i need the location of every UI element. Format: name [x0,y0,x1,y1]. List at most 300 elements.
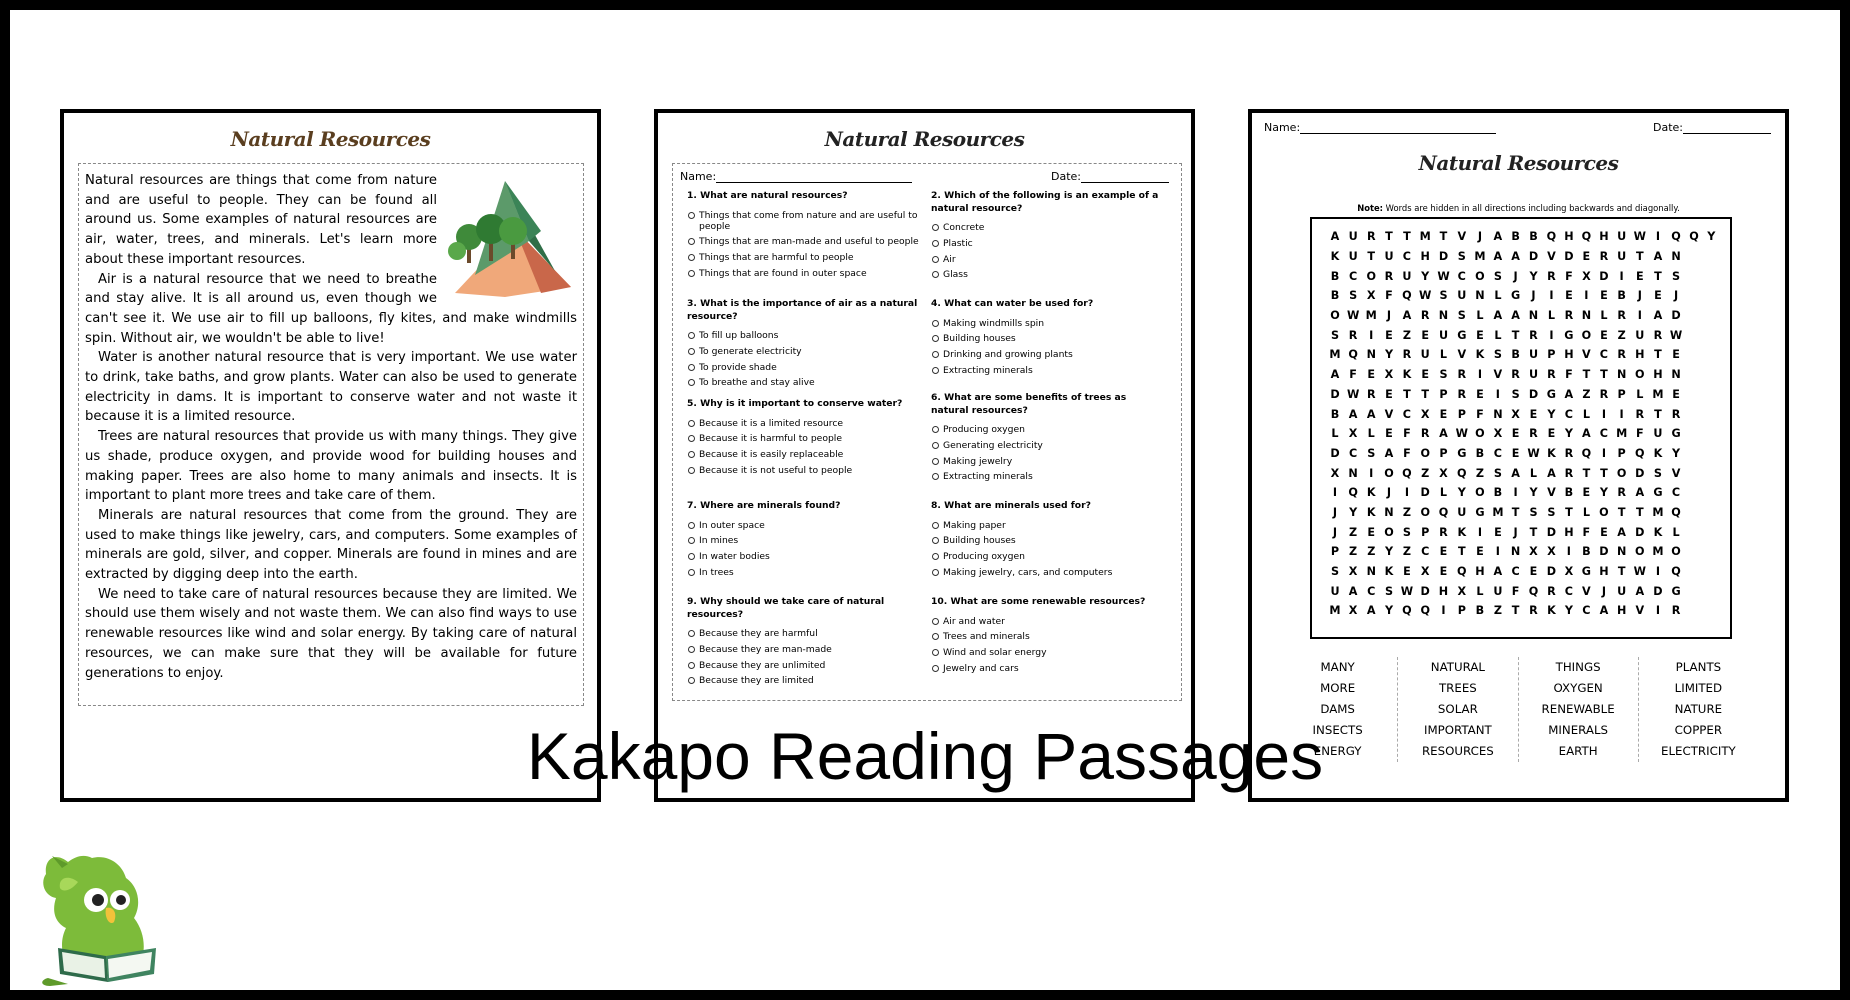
quiz-question [931,298,1166,381]
grid-letter: Q [1402,604,1412,618]
grid-row [1326,562,1720,582]
answer-option: Extracting minerals [931,365,1166,376]
grid-letter: E [1600,289,1608,303]
grid-letter: M [1652,505,1664,519]
grid-letter: R [1564,466,1574,480]
grid-letter: A [1511,309,1520,323]
grid-letter: A [1617,525,1626,539]
grid-letter: T [1617,505,1626,519]
grid-letter: E [1367,368,1376,382]
grid-letter: A [1330,230,1340,244]
grid-letter: E [1529,407,1538,421]
grid-letter: I [1369,328,1374,342]
grid-letter: O [1384,525,1394,539]
grid-row [1326,345,1720,365]
grid-letter: L [1582,407,1590,421]
grid-letter: A [1547,466,1556,480]
grid-letter: O [1581,328,1592,342]
grid-letter: J [1637,289,1642,303]
grid-letter: D [1528,250,1539,264]
grid-letter: Z [1402,545,1411,559]
grid-letter: J [1332,525,1338,539]
grid-letter: Q [1546,230,1557,244]
grid-letter: U [1617,250,1627,264]
grid-letter: Q [1671,565,1681,579]
grid-letter: B [1564,486,1574,500]
grid-letter: I [1513,486,1518,500]
grid-letter: X [1348,604,1358,618]
answer-option: Things that are found in outer space [687,268,922,279]
answer-option: To generate electricity [687,346,922,357]
grid-letter: W [1669,328,1683,342]
date-line [1081,173,1169,183]
grid-letter: I [1549,328,1554,342]
answer-option: Producing oxygen [931,551,1166,562]
grid-letter: L [1494,328,1502,342]
grid-letter: I [1441,604,1446,618]
grid-letter: A [1635,584,1645,598]
grid-letter: I [1332,486,1338,500]
grid-letter: L [1439,348,1448,362]
grid-letter: E [1385,328,1393,342]
question-text: 5. Why is it important to conserve water? [687,398,903,409]
grid-letter: S [1653,466,1662,480]
answer-option: To breathe and stay alive [687,377,922,388]
grid-letter: R [1635,407,1645,421]
grid-letter: T [1421,387,1430,401]
grid-row [1326,325,1720,345]
grid-letter: L [1439,486,1448,500]
hidden-word: NATURAL [1430,660,1485,674]
grid-row [1326,286,1720,306]
grid-letter: Q [1348,348,1358,362]
grid-letter: B [1493,486,1503,500]
grid-letter: L [1494,289,1502,303]
grid-letter: A [1493,309,1503,323]
grid-letter: Y [1529,486,1538,500]
grid-letter: D [1635,466,1645,480]
wordsearch-date-label: Date: [1653,121,1683,134]
hidden-word: ENERGY [1313,744,1362,758]
grid-letter: A [1366,604,1376,618]
grid-letter: U [1457,289,1467,303]
grid-letter: R [1529,328,1538,342]
letter-grid [1310,217,1732,639]
grid-letter: R [1420,427,1430,441]
grid-letter: T [1600,466,1608,480]
quiz-question [687,190,922,284]
grid-letter: M [1492,505,1504,519]
grid-letter: D [1528,387,1539,401]
grid-letter: F [1385,289,1393,303]
hidden-word: THINGS [1555,660,1601,674]
grid-letter: B [1529,230,1538,244]
passage-paragraph: Air is a natural resource that we need to breathe and stay alive. It is all around us, even though we can't see it. We use air to fill up balloons, fly kites, and make windmills spin. Without air, we wouldn't be able to live! [85,271,577,346]
grid-row [1326,227,1720,247]
grid-letter: J [1531,289,1536,303]
grid-letter: D [1599,269,1609,283]
grid-letter: C [1349,269,1358,283]
grid-letter: H [1599,230,1609,244]
grid-letter: G [1653,486,1663,500]
grid-letter: N [1581,309,1592,323]
grid-letter: V [1457,230,1467,244]
wordsearch-title: Natural Resources [1418,151,1619,175]
answer-option: Extracting minerals [931,471,1166,482]
date-line [1683,124,1771,134]
grid-letter: N [1384,505,1394,519]
grid-letter: T [1511,604,1520,618]
grid-letter: U [1528,348,1539,362]
grid-letter: K [1653,525,1663,539]
grid-letter: X [1439,466,1448,480]
passage-text-box [78,163,584,706]
hidden-word: MINERALS [1548,723,1609,737]
grid-letter: I [1495,545,1500,559]
grid-letter: E [1439,565,1448,579]
grid-letter: C [1564,584,1573,598]
grid-letter: T [1654,407,1662,421]
answer-option: Jewelry and cars [931,663,1166,674]
grid-letter: J [1513,525,1518,539]
grid-letter: O [1330,309,1340,323]
grid-letter: E [1511,446,1520,460]
question-text: 4. What can water be used for? [931,298,1094,309]
grid-letter: C [1599,427,1608,441]
grid-letter: P [1547,348,1556,362]
grid-letter: I [1369,466,1374,480]
grid-letter: R [1599,387,1609,401]
hidden-word: TREES [1438,681,1477,695]
grid-letter: U [1653,427,1663,441]
grid-letter: B [1330,289,1340,303]
grid-letter: Q [1348,486,1358,500]
answer-option: Because they are limited [687,675,922,686]
grid-letter: R [1348,328,1358,342]
grid-letter: F [1403,446,1411,460]
answer-option: Plastic [931,238,1166,249]
grid-letter: W [1346,309,1360,323]
grid-letter: P [1617,446,1626,460]
grid-letter: R [1617,309,1626,323]
grid-letter: U [1438,328,1449,342]
grid-letter: V [1493,368,1503,382]
question-text: 7. Where are minerals found? [687,500,841,511]
grid-letter: U [1493,584,1503,598]
hidden-word: ELECTRICITY [1661,744,1736,758]
grid-letter: T [1654,269,1662,283]
grid-letter: L [1529,466,1538,480]
grid-letter: T [1403,387,1411,401]
grid-letter: U [1420,348,1430,362]
grid-letter: L [1672,525,1680,539]
grid-letter: R [1529,427,1538,441]
grid-letter: C [1599,348,1608,362]
grid-letter: X [1348,565,1358,579]
grid-letter: E [1582,250,1591,264]
grid-letter: R [1457,368,1467,382]
grid-letter: K [1384,565,1394,579]
grid-letter: A [1653,309,1663,323]
grid-letter: C [1564,407,1573,421]
answer-option: Generating electricity [931,440,1166,451]
grid-letter: E [1511,427,1520,441]
grid-letter: F [1511,584,1520,598]
grid-letter: O [1599,505,1609,519]
answer-option: Building houses [931,333,1166,344]
quiz-question [931,596,1166,679]
grid-letter: P [1439,387,1448,401]
grid-letter: T [1635,505,1644,519]
grid-letter: R [1420,309,1430,323]
grid-letter: Y [1564,604,1573,618]
grid-letter: Z [1617,328,1626,342]
grid-letter: E [1672,348,1680,362]
grid-letter: C [1493,446,1502,460]
answer-option: Air [931,254,1166,265]
grid-letter: S [1493,269,1502,283]
quiz-question [687,500,922,583]
grid-letter: A [1493,565,1503,579]
grid-letter: Y [1671,446,1681,460]
grid-letter: K [1402,368,1412,382]
grid-letter: O [1616,466,1627,480]
grid-letter: U [1635,328,1645,342]
grid-letter: R [1564,309,1574,323]
grid-letter: Q [1457,466,1467,480]
grid-letter: O [1635,368,1645,382]
hidden-word: MORE [1320,681,1356,695]
grid-letter: Y [1384,545,1394,559]
grid-letter: B [1475,446,1485,460]
answer-option: Making jewelry [931,456,1166,467]
grid-letter: T [1439,230,1448,244]
answer-option: Things that are man-made and useful to people [687,236,922,247]
grid-letter: U [1457,505,1467,519]
grid-letter: R [1439,525,1448,539]
quiz-sheet [654,109,1195,802]
answer-option: In outer space [687,520,922,531]
grid-letter: R [1617,348,1626,362]
grid-letter: L [1600,309,1608,323]
passage-sheet [60,109,601,802]
grid-letter: E [1582,486,1591,500]
grid-letter: T [1511,505,1520,519]
grid-letter: W [1633,565,1646,579]
note-label: Note: [1357,203,1384,213]
grid-letter: T [1600,368,1608,382]
wordsearch-sheet [1248,109,1789,802]
grid-letter: R [1529,604,1538,618]
grid-letter: E [1403,565,1411,579]
grid-letter: B [1582,545,1591,559]
grid-letter: Z [1349,545,1358,559]
grid-letter: N [1510,545,1521,559]
quiz-title: Natural Resources [824,127,1025,151]
grid-letter: L [1367,427,1375,441]
grid-letter: X [1582,269,1591,283]
grid-letter: J [1513,269,1518,283]
question-text: 8. What are minerals used for? [931,500,1091,511]
grid-letter: A [1493,230,1503,244]
answer-option: Because it is not useful to people [687,465,922,476]
answer-option: In water bodies [687,551,922,562]
grid-letter: E [1494,525,1502,539]
grid-letter: M [1652,545,1664,559]
grid-row [1326,503,1720,523]
grid-letter: I [1637,309,1642,323]
quiz-question [687,298,922,393]
grid-letter: N [1671,368,1681,382]
grid-letter: D [1546,525,1557,539]
grid-letter: Y [1384,348,1394,362]
grid-letter: E [1600,525,1608,539]
grid-letter: F [1476,407,1484,421]
grid-letter: H [1616,604,1627,618]
grid-letter: I [1655,565,1660,579]
grid-letter: Q [1457,565,1467,579]
grid-letter: R [1402,348,1412,362]
grid-letter: D [1330,387,1340,401]
grid-letter: L [1476,584,1484,598]
grid-letter: Q [1671,505,1681,519]
grid-row [1326,522,1720,542]
grid-letter: Z [1349,525,1358,539]
grid-letter: Q [1671,230,1681,244]
grid-letter: E [1476,328,1484,342]
quiz-header [680,170,1169,183]
grid-letter: G [1457,446,1467,460]
grid-letter: I [1655,604,1660,618]
grid-letter: X [1348,427,1358,441]
hidden-word: DAMS [1320,702,1355,716]
grid-letter: J [1386,486,1392,500]
grid-letter: E [1476,387,1484,401]
grid-letter: D [1546,565,1557,579]
grid-letter: K [1330,250,1340,264]
grid-letter: H [1599,565,1609,579]
grid-letter: K [1457,525,1467,539]
grid-letter: I [1601,446,1606,460]
grid-letter: U [1528,368,1539,382]
grid-letter: T [1367,250,1376,264]
grid-letter: N [1366,348,1376,362]
grid-letter: C [1582,604,1591,618]
grid-letter: P [1421,525,1430,539]
grid-letter: Q [1420,604,1430,618]
wordsearch-header [1264,121,1771,134]
grid-letter: H [1635,348,1645,362]
grid-letter: X [1420,565,1430,579]
grid-letter: I [1655,230,1660,244]
grid-letter: A [1582,427,1591,441]
grid-letter: D [1671,309,1681,323]
passage-paragraph: We need to take care of natural resources because they are limited. We should use them wisely and not waste them. We can also find ways to use renewable resources like wind and solar energy. By taking care of natural resources, we can make sure that they will be available for future generations to enjoy. [85,586,577,681]
answer-option: Because it is a limited resource [687,418,922,429]
grid-letter: A [1511,466,1520,480]
grid-letter: D [1635,525,1645,539]
hidden-word: RENEWABLE [1541,702,1615,716]
grid-letter: T [1617,565,1626,579]
grid-letter: D [1420,486,1430,500]
grid-letter: Q [1581,446,1592,460]
grid-letter: E [1421,368,1430,382]
grid-row [1326,542,1720,562]
grid-letter: X [1330,466,1340,480]
answer-option: Making paper [931,520,1166,531]
grid-letter: B [1330,269,1340,283]
brand-title: Kakapo Reading Passages [526,719,1324,793]
hidden-word: INSECTS [1312,723,1363,737]
grid-letter: E [1421,328,1430,342]
letter-grid-table [1326,227,1720,621]
product-preview-canvas [10,10,1840,990]
grid-letter: U [1402,269,1412,283]
wordsearch-name-label: Name: [1264,121,1301,134]
grid-letter: V [1384,407,1394,421]
grid-letter: I [1477,525,1482,539]
grid-letter: O [1384,466,1394,480]
grid-letter: B [1475,604,1485,618]
grid-letter: C [1457,269,1466,283]
grid-letter: L [1582,505,1590,519]
hidden-word: PLANTS [1675,660,1722,674]
grid-letter: S [1547,505,1556,519]
grid-letter: O [1475,427,1485,441]
name-line [716,173,912,183]
grid-letter: A [1493,250,1503,264]
grid-letter: T [1511,328,1520,342]
grid-letter: D [1564,250,1574,264]
grid-letter: K [1547,604,1556,618]
grid-letter: V [1671,466,1681,480]
grid-letter: Q [1581,230,1592,244]
grid-letter: E [1385,387,1393,401]
grid-letter: R [1547,368,1556,382]
grid-letter: X [1366,289,1376,303]
grid-letter: U [1617,230,1627,244]
grid-letter: U [1348,250,1358,264]
grid-letter: O [1420,505,1430,519]
grid-letter: T [1582,368,1591,382]
quiz-question [931,500,1166,583]
answer-option: Because they are unlimited [687,660,922,671]
grid-letter: R [1511,368,1520,382]
grid-letter: S [1439,368,1448,382]
grid-letter: U [1384,250,1394,264]
grid-letter: Y [1349,505,1358,519]
grid-letter: E [1654,289,1662,303]
grid-letter: C [1402,250,1411,264]
grid-letter: Y [1384,604,1394,618]
grid-letter: P [1617,387,1626,401]
grid-letter: A [1511,250,1520,264]
grid-letter: Y [1707,230,1716,244]
grid-letter: H [1438,584,1449,598]
grid-letter: A [1348,407,1358,421]
quiz-date-label: Date: [1051,170,1081,183]
grid-row [1326,483,1720,503]
hidden-word: SOLAR [1437,702,1478,716]
answer-option: Air and water [931,616,1166,627]
answer-option: Drinking and growing plants [931,349,1166,360]
grid-letter: T [1565,505,1573,519]
grid-letter: H [1653,368,1663,382]
grid-letter: M [1329,348,1341,362]
grid-letter: S [1439,289,1448,303]
grid-letter: L [1476,309,1484,323]
grid-letter: V [1547,250,1556,264]
